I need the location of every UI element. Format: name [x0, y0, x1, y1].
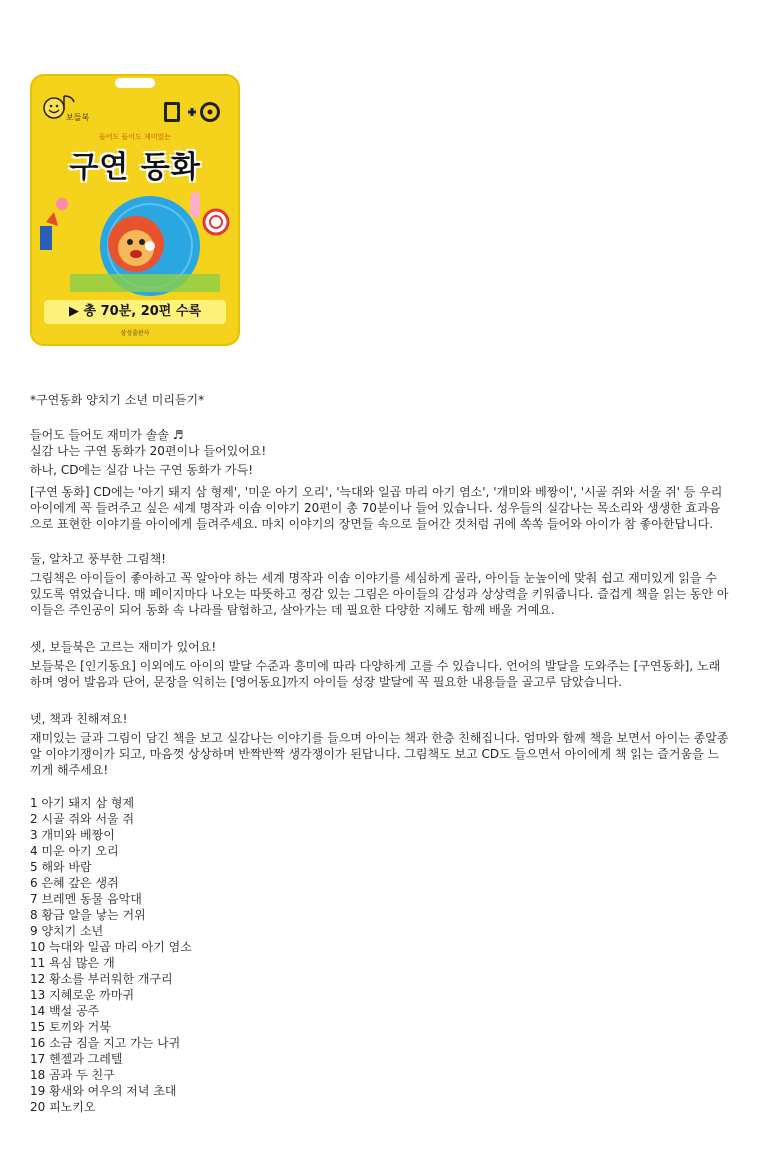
cd-illustration-icon [40, 182, 230, 300]
list-item: 20 피노키오 [30, 1100, 96, 1114]
list-item: 16 소금 짐을 지고 가는 나귀 [30, 1036, 181, 1050]
intro-line-1: 들어도 들어도 재미가 솔솔 ♬ [30, 428, 184, 442]
list-item: 7 브레멘 동물 음악대 [30, 892, 142, 906]
list-item: 14 백설 공주 [30, 1004, 100, 1018]
list-item: 11 욕심 많은 개 [30, 956, 115, 970]
section-heading: 셋, 보들북은 고르는 재미가 있어요! [30, 640, 217, 654]
package-title: 구연 동화 [69, 150, 201, 185]
package-body [30, 74, 240, 346]
book-plus-cd-icon [162, 96, 222, 126]
package-subtitle: 들어도 들어도 재미있는 [98, 133, 172, 141]
list-item: 4 미운 아기 오리 [30, 844, 119, 858]
list-item: 3 개미와 베짱이 [30, 828, 115, 842]
section-body: [구연 동화] CD에는 '아기 돼지 삼 형제', '미운 아기 오리', '늑대와 일곱 마리 아기 염소', '개미와 베짱이', '시골 쥐와 서울 쥐' 등 우리 아이에게 꼭 들려주고 싶은 세계 명작과 이솝 이야기 20편이 총 70분이나 들어 있습니다. 성우들의 실감나는 목소리와 생생한 효과음으로 표현한 이야기를 아이에게 들려주세요. 마치 이야기의 장면들 속으로 들어간 것처럼 귀에 쏙쏙 들어와 아이가 참 좋아한답니다. [30, 485, 723, 531]
list-item: 12 황소를 부러워한 개구리 [30, 972, 173, 986]
list-item: 13 지혜로운 까마귀 [30, 988, 135, 1002]
intro-line-2: 실감 나는 구연 동화가 20편이나 들어있어요! [30, 444, 267, 458]
section-body: 보들북은 [인기동요] 이외에도 아이의 발달 수준과 흥미에 따라 다양하게 고를 수 있습니다. 언어의 발달을 도와주는 [구연동화], 노래하며 영어 발음과 단어, 문장을 익히는 [영어동요]까지 아이들 성장 발달에 꼭 필요한 내용들을 골고루 담았습니다. [30, 659, 721, 689]
list-item: 9 양치기 소년 [30, 924, 104, 938]
list-item: 19 황새와 여우의 저녁 초대 [30, 1084, 177, 1098]
list-item: 2 시골 쥐와 서울 쥐 [30, 812, 135, 826]
list-item: 1 아기 돼지 삼 형제 [30, 796, 135, 810]
section-body: 그림책은 아이들이 좋아하고 꼭 알아야 하는 세계 명작과 이솝 이야기를 세심하게 골라, 아이들 눈높이에 맞춰 쉽고 재미있게 읽을 수 있도록 엮었습니다. 매 페이지마다 나오는 따뜻하고 정감 있는 그림은 아이들의 감성과 상상력을 키워줍니다. 즐겁게 책을 읽는 동안 아이들은 주인공이 되어 동화 속 나라를 탐험하고, 살아가는 데 필요한 다양한 지혜도 함께 배울 거예요. [30, 571, 729, 617]
package-banner: ▶ 총 70분, 20편 수록 [44, 300, 226, 324]
list-item: 8 황금 알을 낳는 거위 [30, 908, 146, 922]
section-heading: 하나, CD에는 실감 나는 구연 동화가 가득! [30, 463, 254, 477]
preview-heading: *구연동화 양치기 소년 미리듣기* [30, 393, 205, 407]
list-item: 10 늑대와 일곱 마리 아기 염소 [30, 940, 192, 954]
list-item: 6 은혜 갚은 생쥐 [30, 876, 119, 890]
hang-hole [115, 78, 155, 88]
list-item: 15 토끼와 거북 [30, 1020, 111, 1034]
section-heading: 넷, 책과 친해져요! [30, 712, 128, 726]
list-item: 17 헨젤과 그레텔 [30, 1052, 123, 1066]
section-heading: 둘, 알차고 풍부한 그림책! [30, 552, 166, 566]
list-item: 5 해와 바람 [30, 860, 92, 874]
section-body: 재미있는 글과 그림이 담긴 책을 보고 실감나는 이야기를 들으며 아이는 책과 한층 친해집니다. 엄마와 함께 책을 보면서 아이는 종알종알 이야기쟁이가 되고, 마음껏 상상하며 반짝반짝 생각쟁이가 된답니다. 그림책도 보고 CD도 들으면서 아이에게 책 읽는 즐거움을 느끼게 해주세요! [30, 731, 729, 777]
series-label: 보들북 [66, 113, 90, 122]
list-item: 18 곰과 두 친구 [30, 1068, 115, 1082]
publisher-label: 삼성출판사 [120, 330, 150, 337]
product-image [30, 74, 240, 346]
